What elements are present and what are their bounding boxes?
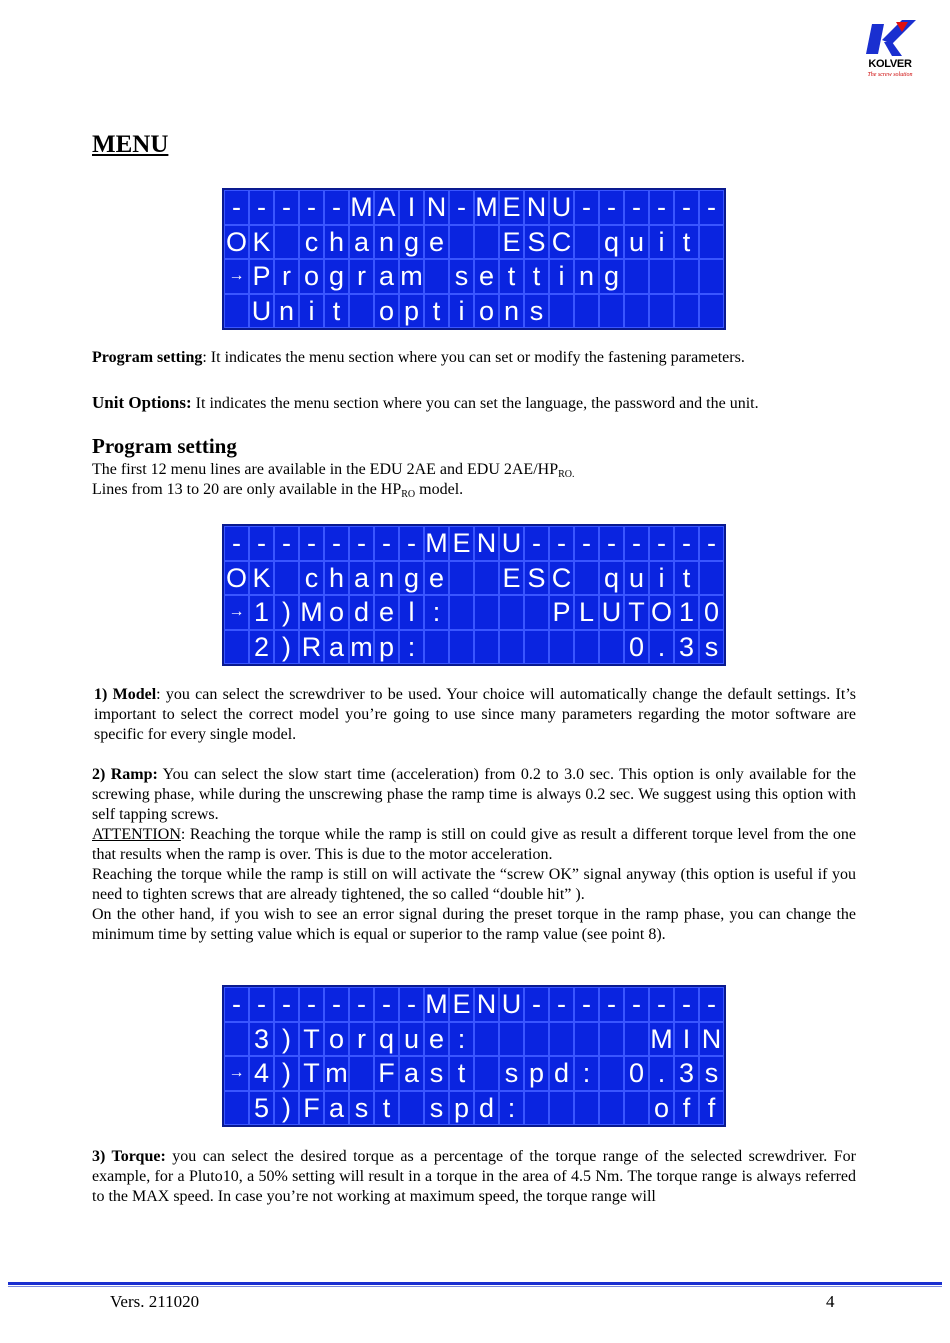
lcd-cell: F xyxy=(299,1091,324,1126)
lcd-menu-model-ramp xyxy=(224,526,724,664)
lcd-cell: t xyxy=(674,561,699,596)
lcd-cell: T xyxy=(299,1056,324,1091)
lcd-cell xyxy=(424,259,449,294)
lcd-cell: N xyxy=(699,1022,724,1057)
lcd-cell: g xyxy=(324,259,349,294)
lcd-cell: t xyxy=(424,294,449,329)
lcd-cell: I xyxy=(399,190,424,225)
lcd-cell: - xyxy=(699,190,724,225)
lcd-cell: - xyxy=(249,987,274,1022)
lcd-cell: q xyxy=(599,561,624,596)
lcd-cell: e xyxy=(424,1022,449,1057)
footer-divider xyxy=(8,1282,942,1285)
lcd-cell: - xyxy=(224,987,249,1022)
lcd-cell: M xyxy=(424,526,449,561)
lcd-cell xyxy=(524,1022,549,1057)
lcd-cell: E xyxy=(449,987,474,1022)
lcd-cell xyxy=(624,259,649,294)
lcd-cell: n xyxy=(374,561,399,596)
footer-divider-thin xyxy=(8,1286,942,1287)
lcd-cell xyxy=(524,1091,549,1126)
lcd-cell: 4 xyxy=(249,1056,274,1091)
lcd-cell xyxy=(699,294,724,329)
lcd-cell: f xyxy=(674,1091,699,1126)
lcd-cell: n xyxy=(574,259,599,294)
lcd-cell: u xyxy=(399,1022,424,1057)
lcd-cell: i xyxy=(449,294,474,329)
lcd-cell: - xyxy=(249,526,274,561)
lcd-cell: : xyxy=(399,630,424,665)
lcd-cell: s xyxy=(699,630,724,665)
lcd-cell: r xyxy=(349,259,374,294)
lcd-cell xyxy=(524,630,549,665)
lcd-cell: U xyxy=(249,294,274,329)
lcd-cell: - xyxy=(249,190,274,225)
lcd-cell: → xyxy=(224,595,249,630)
lcd-cell: q xyxy=(599,225,624,260)
program-setting-label: Program setting xyxy=(92,349,203,366)
lcd-cell: P xyxy=(549,595,574,630)
lcd-cell: E xyxy=(499,225,524,260)
lines-note-2-sub: RO xyxy=(401,489,416,500)
lcd-cell xyxy=(649,294,674,329)
lcd-cell: . xyxy=(649,630,674,665)
lcd-cell: i xyxy=(649,225,674,260)
lcd-cell: - xyxy=(274,190,299,225)
lcd-cell: n xyxy=(274,294,299,329)
lcd-cell: U xyxy=(599,595,624,630)
lcd-cell: - xyxy=(624,987,649,1022)
lcd-cell: - xyxy=(599,526,624,561)
lcd-cell: e xyxy=(474,259,499,294)
lcd-cell xyxy=(474,561,499,596)
lcd-cell: s xyxy=(524,294,549,329)
lcd-cell: ) xyxy=(274,1022,299,1057)
lcd-cell: 0 xyxy=(624,1056,649,1091)
lcd-cell xyxy=(599,1056,624,1091)
lcd-cell xyxy=(574,225,599,260)
lcd-cell xyxy=(499,630,524,665)
lcd-menu-torque-speed xyxy=(224,987,724,1125)
lcd-cell: : xyxy=(424,595,449,630)
lcd-cell: - xyxy=(349,987,374,1022)
lcd-cell: 3 xyxy=(674,1056,699,1091)
lcd-cell: F xyxy=(374,1056,399,1091)
lcd-cell: t xyxy=(324,294,349,329)
lcd-cell: - xyxy=(324,190,349,225)
lcd-cell xyxy=(624,1091,649,1126)
lcd-cell: 0 xyxy=(699,595,724,630)
lcd-cell: R xyxy=(299,630,324,665)
lcd-cell: e xyxy=(424,225,449,260)
lcd-cell: r xyxy=(349,1022,374,1057)
lcd-cell: - xyxy=(399,526,424,561)
lcd-cell: - xyxy=(674,190,699,225)
lcd-cell: - xyxy=(674,526,699,561)
lines-note-2-text: Lines from 13 to 20 are only available in the HP xyxy=(92,481,402,498)
lcd-cell: - xyxy=(599,190,624,225)
lcd-cell: - xyxy=(624,526,649,561)
lcd-cell: l xyxy=(399,595,424,630)
lcd-cell xyxy=(474,225,499,260)
lcd-cell: N xyxy=(474,526,499,561)
lcd-cell: h xyxy=(324,561,349,596)
lcd-cell: u xyxy=(624,561,649,596)
lcd-cell xyxy=(699,225,724,260)
lcd-cell: - xyxy=(649,526,674,561)
lcd-cell: ) xyxy=(274,630,299,665)
logo-brand: KOLVER xyxy=(868,58,912,70)
lcd-cell: q xyxy=(374,1022,399,1057)
lcd-cell: p xyxy=(524,1056,549,1091)
lcd-cell: n xyxy=(499,294,524,329)
lcd-cell: A xyxy=(374,190,399,225)
lcd-cell: a xyxy=(399,1056,424,1091)
lcd-cell: 3 xyxy=(249,1022,274,1057)
lcd-cell: t xyxy=(374,1091,399,1126)
reaching-text: Reaching the torque while the ramp is still on will activate the “screw OK” signal anyway (this option is useful if you need to tighten screws that are already tightened, the so called “double hit” ). xyxy=(92,866,856,903)
lcd-cell: : xyxy=(499,1091,524,1126)
lcd-cell: E xyxy=(499,561,524,596)
lcd-cell: t xyxy=(499,259,524,294)
lcd-cell: M xyxy=(299,595,324,630)
lcd-cell: E xyxy=(499,190,524,225)
lcd-cell: - xyxy=(574,190,599,225)
lcd-cell: N xyxy=(424,190,449,225)
attention-label: ATTENTION xyxy=(92,826,181,843)
model-text: : you can select the screwdriver to be used. Your choice will automatically change the default settings. It’s important to select the correct model you’re going to use since many parameters regarding the motor software are specific for every single model. xyxy=(94,686,857,743)
torque-text: you can select the desired torque as a percentage of the torque range of the selected screwdriver. For example, for a Pluto10, a 50% setting will result in a torque in the area of 4.5 Nm. The torque range is always referred to the MAX speed. In case you’re not working at maximum speed, the torque range will xyxy=(92,1148,857,1205)
lcd-cell: : xyxy=(574,1056,599,1091)
lcd-cell xyxy=(549,294,574,329)
lcd-cell xyxy=(624,1022,649,1057)
lcd-cell: T xyxy=(299,1022,324,1057)
torque-description xyxy=(92,1147,856,1207)
lcd-cell xyxy=(499,1022,524,1057)
lcd-cell: m xyxy=(399,259,424,294)
lcd-cell: g xyxy=(399,561,424,596)
lcd-cell xyxy=(524,595,549,630)
lcd-cell: - xyxy=(399,987,424,1022)
lcd-cell xyxy=(574,1091,599,1126)
lcd-cell: - xyxy=(574,526,599,561)
lcd-cell: - xyxy=(324,526,349,561)
lcd-cell xyxy=(449,561,474,596)
lcd-cell xyxy=(599,630,624,665)
lcd-cell: - xyxy=(349,526,374,561)
logo-tagline: The screw solution xyxy=(867,72,913,78)
attention-text: : Reaching the torque while the ramp is still on could give as result a different torque level from the one that results when the ramp is over. This is due to the motor acceleration. xyxy=(92,826,856,863)
lcd-cell: s xyxy=(499,1056,524,1091)
page-number: 4 xyxy=(826,1292,835,1311)
lcd-cell: C xyxy=(549,225,574,260)
lcd-cell: T xyxy=(624,595,649,630)
lcd-cell: o xyxy=(649,1091,674,1126)
lcd-cell: I xyxy=(674,1022,699,1057)
lcd-cell: - xyxy=(299,526,324,561)
lcd-cell xyxy=(574,1022,599,1057)
lcd-cell xyxy=(674,259,699,294)
lcd-cell: 3 xyxy=(674,630,699,665)
lcd-cell xyxy=(599,294,624,329)
section-heading: Program setting xyxy=(92,434,237,458)
lcd-cell: o xyxy=(324,1022,349,1057)
lcd-cell xyxy=(499,595,524,630)
torque-label: 3) Torque: xyxy=(92,1148,166,1165)
lcd-cell xyxy=(399,1091,424,1126)
lcd-cell: d xyxy=(349,595,374,630)
lcd-cell: a xyxy=(349,225,374,260)
lcd-cell: g xyxy=(599,259,624,294)
unit-options-description xyxy=(92,393,856,414)
lcd-cell: - xyxy=(524,987,549,1022)
lines-note-1-text: The first 12 menu lines are available in the EDU 2AE and EDU 2AE/HP xyxy=(92,461,559,478)
lcd-cell: s xyxy=(699,1056,724,1091)
lcd-cell: o xyxy=(374,294,399,329)
lcd-cell xyxy=(224,1091,249,1126)
lcd-cell: . xyxy=(649,1056,674,1091)
unit-options-text: It indicates the menu section where you can set the language, the password and the unit. xyxy=(191,395,759,412)
lcd-cell xyxy=(599,1022,624,1057)
lcd-cell: o xyxy=(474,294,499,329)
lcd-cell xyxy=(274,561,299,596)
lcd-cell: - xyxy=(374,526,399,561)
lcd-cell: 5 xyxy=(249,1091,274,1126)
lcd-cell: M xyxy=(649,1022,674,1057)
lcd-cell: M xyxy=(474,190,499,225)
lcd-cell xyxy=(224,294,249,329)
lcd-cell xyxy=(349,1056,374,1091)
lcd-cell: - xyxy=(449,190,474,225)
lcd-cell xyxy=(449,595,474,630)
lcd-cell: - xyxy=(299,987,324,1022)
lcd-cell xyxy=(549,630,574,665)
lcd-cell: - xyxy=(374,987,399,1022)
lcd-cell: ) xyxy=(274,1091,299,1126)
lcd-cell: a xyxy=(324,1091,349,1126)
lcd-cell: i xyxy=(549,259,574,294)
lcd-cell: - xyxy=(549,987,574,1022)
lcd-cell: i xyxy=(649,561,674,596)
lcd-cell: M xyxy=(349,190,374,225)
lcd-cell: a xyxy=(374,259,399,294)
lcd-cell: h xyxy=(324,225,349,260)
lcd-cell: p xyxy=(374,630,399,665)
lcd-cell xyxy=(449,225,474,260)
lcd-cell xyxy=(349,294,374,329)
lcd-cell: d xyxy=(549,1056,574,1091)
ramp-description xyxy=(92,765,856,945)
other-hand-text: On the other hand, if you wish to see an error signal during the preset torque in the ramp phase, you can change the minimum time by setting value which is equal or superior to the ramp value (see point 8). xyxy=(92,906,856,943)
lcd-cell: L xyxy=(574,595,599,630)
lcd-cell: N xyxy=(524,190,549,225)
lcd-cell: ) xyxy=(274,1056,299,1091)
lcd-cell: d xyxy=(474,1091,499,1126)
lcd-cell xyxy=(699,561,724,596)
lcd-cell: p xyxy=(399,294,424,329)
lcd-cell: e xyxy=(374,595,399,630)
lcd-cell xyxy=(624,294,649,329)
lcd-cell: t xyxy=(524,259,549,294)
lines-note-1-sub: RO. xyxy=(558,469,575,480)
lcd-cell: 1 xyxy=(674,595,699,630)
lcd-cell: a xyxy=(349,561,374,596)
lcd-cell: K xyxy=(249,225,274,260)
lcd-cell xyxy=(474,1022,499,1057)
lcd-cell: U xyxy=(499,987,524,1022)
lcd-cell: - xyxy=(224,526,249,561)
lcd-cell: 2 xyxy=(249,630,274,665)
lcd-cell: K xyxy=(249,561,274,596)
lcd-cell: M xyxy=(424,987,449,1022)
lcd-cell: P xyxy=(249,259,274,294)
lcd-cell: - xyxy=(324,987,349,1022)
lcd-cell: o xyxy=(324,595,349,630)
lcd-cell: : xyxy=(449,1022,474,1057)
lcd-cell: S xyxy=(524,225,549,260)
lines-note-2 xyxy=(92,480,856,505)
lcd-cell xyxy=(574,630,599,665)
lcd-cell: → xyxy=(224,259,249,294)
lcd-cell xyxy=(424,630,449,665)
lines-note-2-end: model. xyxy=(415,481,464,498)
lcd-cell: n xyxy=(374,225,399,260)
lcd-cell xyxy=(474,630,499,665)
lcd-cell: e xyxy=(424,561,449,596)
lcd-cell xyxy=(699,259,724,294)
lcd-cell: t xyxy=(449,1056,474,1091)
lcd-cell: s xyxy=(449,259,474,294)
program-setting-description xyxy=(92,348,856,368)
lcd-cell: - xyxy=(549,526,574,561)
lcd-cell: u xyxy=(624,225,649,260)
lcd-cell: i xyxy=(299,294,324,329)
lcd-cell: O xyxy=(224,561,249,596)
lcd-main-menu xyxy=(224,190,724,328)
lcd-cell: t xyxy=(674,225,699,260)
lcd-cell: C xyxy=(549,561,574,596)
model-description xyxy=(94,685,856,745)
lcd-cell: m xyxy=(324,1056,349,1091)
lcd-cell: → xyxy=(224,1056,249,1091)
lcd-cell: 0 xyxy=(624,630,649,665)
lcd-cell: - xyxy=(524,526,549,561)
ramp-label: 2) Ramp: xyxy=(92,766,158,783)
lcd-cell: s xyxy=(424,1056,449,1091)
lcd-cell: c xyxy=(299,561,324,596)
ramp-text: You can select the slow start time (acceleration) from 0.2 to 3.0 sec. This option is only available for the screwing phase, while during the unscrewing phase the ramp time is always 0.2 sec. We suggest using this option with self tapping screws. xyxy=(92,766,856,823)
model-label: 1) Model xyxy=(94,686,157,703)
lcd-cell xyxy=(224,630,249,665)
lcd-cell: - xyxy=(649,190,674,225)
lcd-cell: s xyxy=(349,1091,374,1126)
lcd-cell: - xyxy=(599,987,624,1022)
lcd-cell xyxy=(574,294,599,329)
lcd-cell: r xyxy=(274,259,299,294)
lcd-cell: m xyxy=(349,630,374,665)
lcd-cell: - xyxy=(674,987,699,1022)
lcd-cell xyxy=(574,561,599,596)
lcd-cell: p xyxy=(449,1091,474,1126)
program-setting-text: : It indicates the menu section where you can set or modify the fastening parameters. xyxy=(202,349,745,366)
lcd-cell: - xyxy=(624,190,649,225)
lcd-cell: - xyxy=(224,190,249,225)
unit-options-label: Unit Options: xyxy=(92,393,192,412)
lcd-cell xyxy=(549,1022,574,1057)
lcd-cell: a xyxy=(324,630,349,665)
lcd-cell xyxy=(674,294,699,329)
lcd-cell xyxy=(274,225,299,260)
lcd-cell: - xyxy=(574,987,599,1022)
lcd-cell: - xyxy=(699,987,724,1022)
lcd-cell: U xyxy=(549,190,574,225)
lcd-cell xyxy=(224,1022,249,1057)
lcd-cell: E xyxy=(449,526,474,561)
lcd-cell: o xyxy=(299,259,324,294)
lcd-cell: O xyxy=(224,225,249,260)
lcd-cell xyxy=(599,1091,624,1126)
footer-version: Vers. 211020 xyxy=(110,1292,200,1311)
lcd-cell: c xyxy=(299,225,324,260)
lcd-cell: - xyxy=(649,987,674,1022)
lcd-cell: S xyxy=(524,561,549,596)
lcd-cell: - xyxy=(274,526,299,561)
lcd-cell: - xyxy=(274,987,299,1022)
lcd-cell: N xyxy=(474,987,499,1022)
lcd-cell: g xyxy=(399,225,424,260)
lcd-cell: ) xyxy=(274,595,299,630)
lcd-cell xyxy=(649,259,674,294)
page-title: MENU xyxy=(92,131,169,158)
lcd-cell: O xyxy=(649,595,674,630)
lcd-cell: f xyxy=(699,1091,724,1126)
lcd-cell xyxy=(474,595,499,630)
lcd-cell: 1 xyxy=(249,595,274,630)
lcd-cell xyxy=(449,630,474,665)
lcd-cell: s xyxy=(424,1091,449,1126)
lcd-cell xyxy=(549,1091,574,1126)
lcd-cell xyxy=(474,1056,499,1091)
lcd-cell: - xyxy=(699,526,724,561)
lcd-cell: U xyxy=(499,526,524,561)
lcd-cell: - xyxy=(299,190,324,225)
